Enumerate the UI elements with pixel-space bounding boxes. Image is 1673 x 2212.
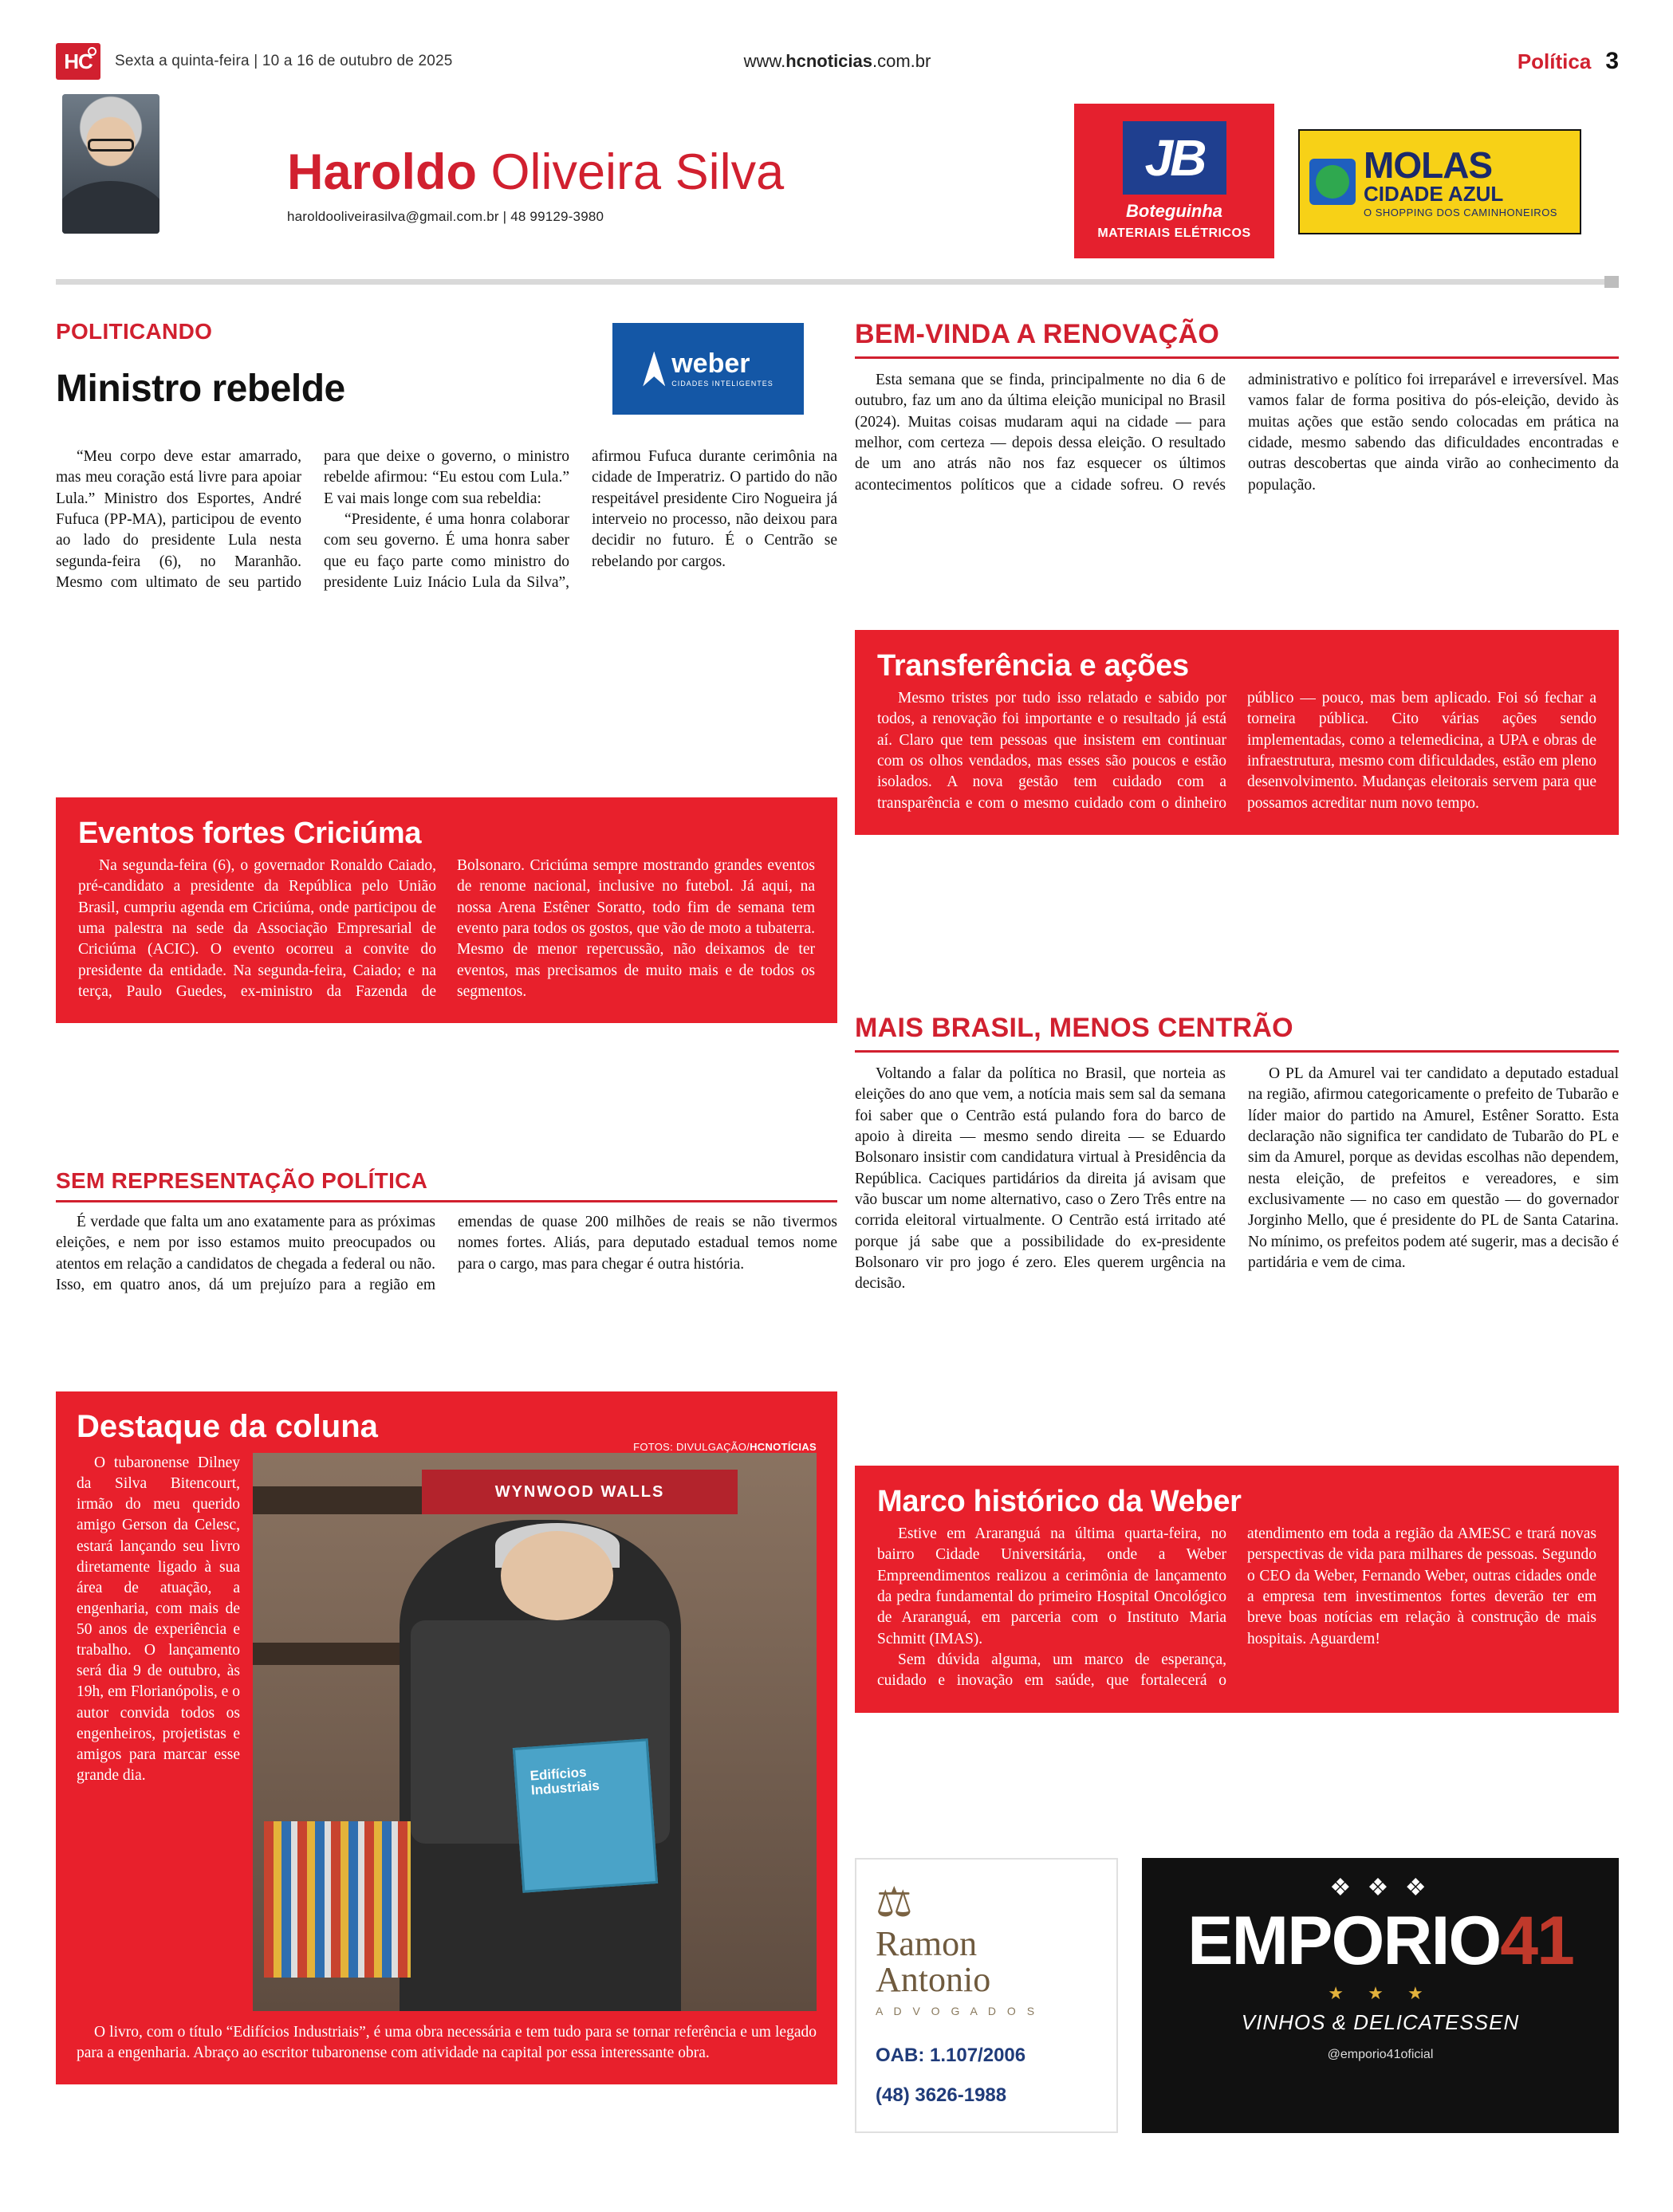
- ramon-name-line1: Ramon: [876, 1924, 978, 1963]
- ornament-icon: ❖ ❖ ❖: [1329, 1875, 1431, 1901]
- semrep-paragraph: É verdade que falta um ano exatamente para as próximas eleições, e nem por isso estamos muito preocupados ou atentos em relação a candidatos de chegada a federal ou não. Isso, em quatro anos, dá um prejuízo para a região em emendas de quase 200 milhões de reais se não tivermos nomes fortes. Aliás, para deputado estadual temos nome para o cargo, mas para chegar é outra história.: [56, 1214, 837, 1293]
- marco-title: Marco histórico da Weber: [877, 1485, 1242, 1518]
- eventos-section: [56, 797, 837, 1023]
- bemvinda-divider: [855, 356, 1619, 359]
- semrep-body: [56, 1212, 837, 1296]
- emporio-subtitle: VINHOS & DELICATESSEN: [1241, 2010, 1520, 2034]
- eventos-title: Eventos fortes Criciúma: [78, 817, 422, 850]
- ad-jb-boteguinha[interactable]: [1073, 102, 1276, 260]
- emporio-name-number: 41: [1500, 1903, 1573, 1979]
- photo-shelf-mid: [253, 1643, 422, 1665]
- weber-text: [671, 350, 774, 388]
- column-title: [287, 144, 1005, 200]
- politicando-kicker: POLITICANDO: [56, 319, 213, 344]
- politicando-body: [56, 447, 837, 593]
- bemvinda-paragraph: Esta semana que se finda, principalmente no dia 6 de outubro, faz um ano da última eleição municipal no Brasil (2024). Muitas coisas mudaram aqui na cidade — para melhor, com certeza — depois dessa eleição. O resultado de um ano atrás não nos faz esquecer os últimos acontecimentos políticos que a cidade sofreu. O revés administrativo e político foi irreparável e irreversível. Mas vamos falar de forma positiva do pós-eleição, devido às muitas ações que estão sendo colocadas em prática na cidade, mesmo sabendo das dificuldades encontradas e outras descobertas que ainda virão ao conhecimento da população.: [855, 372, 1619, 494]
- bemvinda-section: [855, 319, 1619, 496]
- column-title-block: [287, 144, 1005, 225]
- column-title-rest: Oliveira Silva: [477, 144, 785, 200]
- ad-ramon-antonio[interactable]: [855, 1858, 1118, 2133]
- emporio-name-text: EMPORIO: [1187, 1903, 1501, 1979]
- semrep-divider: [56, 1200, 837, 1202]
- ad-weber[interactable]: [612, 323, 804, 415]
- destaque-side-text: [77, 1453, 240, 2011]
- stars-icon: ★ ★ ★: [1328, 1983, 1433, 2003]
- url-prefix: www.: [743, 51, 786, 71]
- eventos-paragraph: Na segunda-feira (6), o governador Ronaldo Caiado, pré-candidato a presidente da República pelo União Brasil, cumpriu agenda em Criciúma, onde participou de uma palestra na sede da Associação Empresarial de Criciúma (ACIC). O evento ocorreu a convite do presidente da entidade. Na segunda-feira, Caiado; e na terça, Paulo Guedes, ex-ministro da Fazenda de Bolsonaro. Criciúma sempre mostrando grandes eventos de renome nacional, inclusive no futebol. Já aqui, na nossa Arena Estêner Soratto, todo fim de semana tem evento para todos os gostos, que vão de moto a tubaterra. Mesmo de menor repercussão, não deixamos de ter eventos, mas precisamos de muito mais e de todos os segmentos.: [78, 857, 815, 1000]
- politicando-headline: Ministro rebelde: [56, 368, 345, 410]
- molas-line2: CIDADE AZUL: [1364, 181, 1504, 206]
- bemvinda-title: BEM-VINDA A RENOVAÇÃO: [855, 319, 1220, 349]
- marco-paragraph-2: Sem dúvida alguma, um marco de esperança, cuidado e inovação em saúde, que fortalecerá o atendimento em toda a região da AMESC e trará novas perspectivas de vida para milhares de pessoas. Segundo o CEO da Weber, Fernando Weber, outras cidades onde a empresa tem investimentos fortes deverão ter em breve boas notícias em relação à construção de mais hospitais. Aguardem!: [877, 1525, 1596, 1690]
- jb-name: Boteguinha: [1126, 201, 1222, 221]
- issue-date: Sexta a quinta-feira | 10 a 16 de outubro de 2025: [115, 53, 453, 69]
- eventos-box: [56, 797, 837, 1023]
- ramon-subtitle: A D V O G A D O S: [876, 2005, 1039, 2017]
- ministro-title-wrap: [56, 367, 345, 411]
- transferencia-title: Transferência e ações: [877, 649, 1189, 683]
- photo-credit-brand: HCNOTÍCIAS: [750, 1441, 817, 1453]
- masthead-right: [1518, 48, 1619, 75]
- maisbrasil-section: [855, 1013, 1619, 1294]
- section-name: Política: [1517, 49, 1592, 73]
- marco-paragraph-1: Estive em Araranguá na última quarta-feira, no bairro Cidade Universitária, onde a Weber Empreendimentos realizou a cerimônia de lançamento da pedra fundamental do primeiro Hospital Oncológico de Araranguá, em parceria com o Instituto Maria Schmitt (IMAS).: [877, 1525, 1226, 1647]
- author-shirt: [62, 181, 159, 234]
- scales-icon: ⚖: [876, 1879, 913, 1926]
- jb-logo-mark: JB: [1123, 121, 1226, 195]
- photo-banner-text: WYNWOOD WALLS: [422, 1470, 738, 1514]
- ad-emporio-41[interactable]: [1142, 1858, 1619, 2133]
- destaque-photo: [253, 1453, 817, 2011]
- marco-section: [855, 1466, 1619, 1713]
- destaque-footer-text: [77, 2022, 817, 2064]
- photo-credit-prefix: FOTOS: DIVULGAÇÃO/: [633, 1441, 750, 1453]
- photo-person-head: [501, 1531, 613, 1620]
- molas-line1: MOLAS: [1364, 144, 1493, 186]
- politicando-paragraph-2: “Presidente, é uma honra colaborar com seu governo. É uma honra saber que eu faço parte como ministro do presidente Luiz Inácio Lula da Silva”, afirmou Fufuca durante cerimônia na cidade de Imperatriz. O partido do não respeitável presidente Ciro Nogueira já interveio no processo, não deixou para decidir no futuro. É o Centrão se rebelando por cargos.: [324, 448, 837, 591]
- maisbrasil-divider: [855, 1050, 1619, 1053]
- marco-body: [877, 1524, 1596, 1692]
- molas-text: [1364, 144, 1557, 218]
- page-number: 3: [1605, 48, 1619, 74]
- destaque-footer-paragraph: O livro, com o título “Edifícios Industriais”, é uma obra necessária e tem tudo para se tornar referência e um legado para a engenharia. Abraço ao escritor tubaronense com atividade na capital por essa interessante obra.: [77, 2024, 817, 2062]
- maisbrasil-title: MAIS BRASIL, MENOS CENTRÃO: [855, 1013, 1293, 1043]
- weber-logo-icon: [643, 352, 665, 387]
- semrep-title: SEM REPRESENTAÇÃO POLÍTICA: [56, 1168, 428, 1193]
- ramon-phone: (48) 3626-1988: [876, 2084, 1007, 2106]
- weber-tagline: CIDADES INTELIGENTES: [671, 380, 774, 388]
- eventos-body: [78, 856, 815, 1002]
- destaque-body: [77, 1453, 817, 2011]
- molas-logo-icon: [1309, 159, 1356, 205]
- transferencia-box: [855, 630, 1619, 835]
- header-divider: [56, 279, 1619, 285]
- photo-shelf-top: [253, 1486, 444, 1514]
- jb-tagline: MATERIAIS ELÉTRICOS: [1097, 226, 1251, 240]
- url-suffix: .com.br: [872, 51, 931, 71]
- held-book-title: Edifícios Industriais: [529, 1764, 600, 1798]
- maisbrasil-paragraph-2: O PL da Amurel vai ter candidato a deputado estadual na região, afirmou categoricamente o prefeito de Tubarão e líder maior do partido na Amurel, Estêner Soratto. Esta declaração não significa ter candidato de Tubarão do PL e sim da Amurel, porque as devidas escolhas não dependem, nesta eleição, de prefeitos e vereadores, e sim exclusivamente — no caso em questão — do governador Jorginho Mello, que é presidente do PL de Santa Catarina. No mínimo, os prefeitos podem até sugerir, mas a decisão é partidária e vem de cima.: [1248, 1065, 1619, 1271]
- destaque-title: Destaque da coluna: [77, 1409, 378, 1444]
- emporio-name: [1158, 1903, 1603, 1979]
- politicando-paragraph-1: “Meu corpo deve estar amarrado, mas meu coração está livre para apoiar Lula.” Ministro dos Esportes, André Fufuca (PP-MA), participou de evento ao lado do presidente Lula nesta segunda-feira (6), no Maranhão. Mesmo com ultimato de seu partido para que deixe o governo, o ministro rebelde afirmou: “Eu estou com Lula.” E vai mais longe com sua rebeldia:: [56, 448, 569, 591]
- transferencia-paragraph: Mesmo tristes por tudo isso relatado e sabido por todos, a renovação foi importante e o resultado já está aí. Claro que tem pessoas que insistem em continuar com os olhos vendados, mas esses são poucos e estão isolados. A nova gestão tem cuidado com a transparência e com o mesmo cuidado com o dinheiro público — pouco, mas bem aplicado. Foi só fechar a torneira pública. Cito várias ações sendo implementadas, como a telemedicina, a UPA e obras de infraestrutura, mesmo com dificuldades, estão em pleno desenvolvimento. Mudanças eleitorais servem para que possamos acreditar num novo tempo.: [877, 690, 1596, 812]
- author-contact: haroldooliveirasilva@gmail.com.br | 48 99129-3980: [287, 209, 604, 224]
- photo-bookshelf: [264, 1821, 411, 1978]
- url-brand: hcnoticias: [785, 51, 873, 71]
- website-url: [744, 51, 931, 72]
- transferencia-body: [877, 688, 1596, 814]
- hc-logo: HC: [56, 43, 100, 80]
- maisbrasil-body: [855, 1064, 1619, 1294]
- maisbrasil-paragraph-1: Voltando a falar da política no Brasil, que norteia as eleições do ano que vem, a notícia mais sem sal da semana foi saber que o Centrão está pulando fora do barco de apoio à direita — mesmo sendo direita — se Eduardo Bolsonaro insistir com candidatura virtual à Presidência da República. Caciques partidários da direita já avisam que vão buscar um nome alternativo, caso o Zero Três entre na corrida eleitoral virtualmente. O Centrão está irritado até porque já sabe que a possibilidade do ex-presidente Bolsonaro vir pro jogo é zero. Eles querem urgência na decisão.: [855, 1065, 1226, 1293]
- glasses-icon: [88, 139, 135, 152]
- ramon-name-line2: Antonio: [876, 1960, 991, 1999]
- semrep-section: [56, 1168, 837, 1296]
- column-title-first: Haroldo: [287, 144, 478, 200]
- destaque-section: [56, 1391, 837, 2084]
- emporio-instagram: @emporio41oficial: [1327, 2048, 1434, 2061]
- photo-held-book: [513, 1738, 658, 1892]
- marco-box: [855, 1466, 1619, 1713]
- ad-molas-cidade-azul[interactable]: [1298, 129, 1581, 234]
- bemvinda-body: [855, 370, 1619, 496]
- ramon-oab: OAB: 1.107/2006: [876, 2045, 1026, 2066]
- destaque-box: [56, 1391, 837, 2084]
- masthead: [56, 41, 1619, 81]
- weber-name: weber: [671, 348, 750, 379]
- molas-line3: O SHOPPING DOS CAMINHONEIROS: [1364, 206, 1557, 218]
- transferencia-section: [855, 630, 1619, 835]
- destaque-side-paragraph: O tubaronense Dilney da Silva Bitencourt, irmão do meu querido amigo Gerson da Celesc, estará lançando seu livro diretamente ligado à sua área de atuação, a engenharia, com mais de 50 anos de experiência e trabalho. O lançamento será dia 9 de outubro, às 19h, em Florianópolis, e o autor convida todos os engenheiros, projetistas e amigos para marcar esse grande dia.: [77, 1454, 240, 1784]
- author-photo: [62, 94, 159, 234]
- photo-credit: [633, 1441, 817, 1453]
